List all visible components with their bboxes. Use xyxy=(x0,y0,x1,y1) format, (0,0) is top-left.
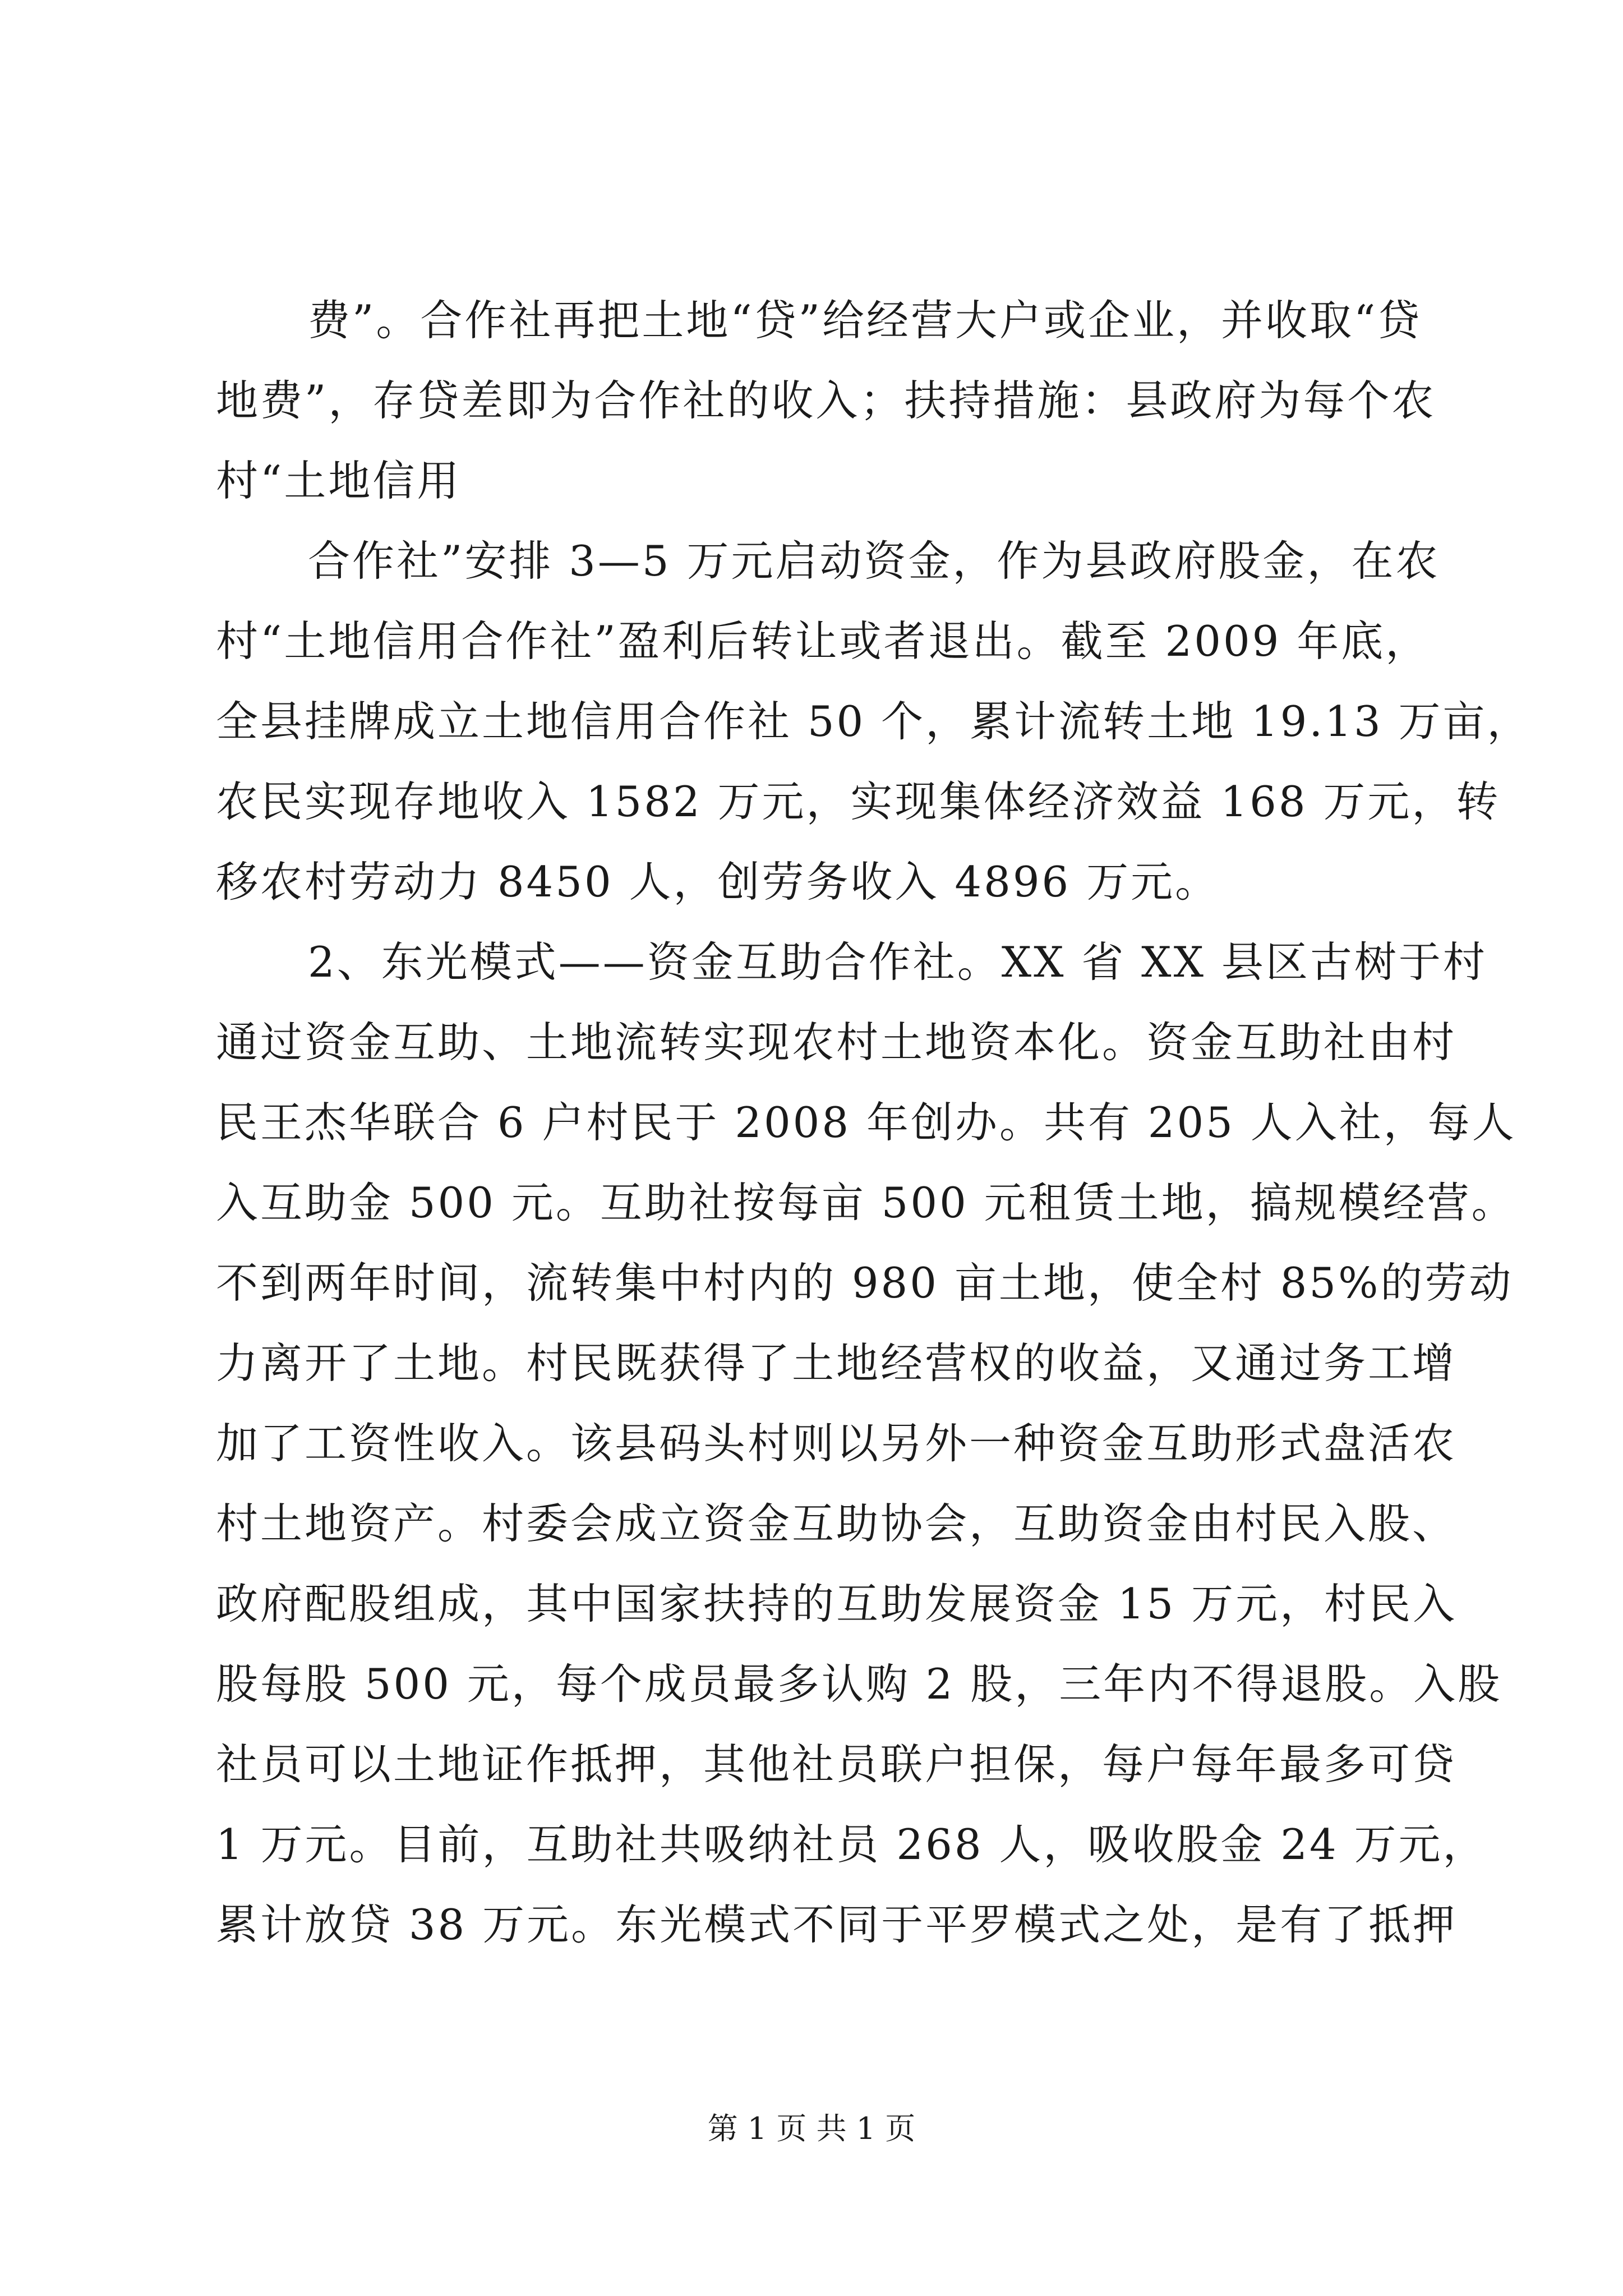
text-line: 村“土地信用 xyxy=(216,456,462,505)
text-line: 农民实现存地收入 1582 万元，实现集体经济效益 168 万元，转 xyxy=(216,777,1501,826)
text-line: 2、东光模式——资金互助合作社。XX 省 XX 县区古树于村 xyxy=(308,937,1487,987)
text-line: 政府配股组成，其中国家扶持的互助发展资金 15 万元，村民入 xyxy=(216,1579,1458,1628)
text-line: 力离开了土地。村民既获得了土地经营权的收益，又通过务工增 xyxy=(216,1338,1457,1388)
text-line: 社员可以土地证作抵押，其他社员联户担保，每户每年最多可贷 xyxy=(216,1740,1457,1789)
text-line: 加了工资性收入。该县码头村则以另外一种资金互助形式盘活农 xyxy=(216,1419,1457,1468)
document-body xyxy=(216,280,1532,1965)
text-line: 村土地资产。村委会成立资金互助协会，互助资金由村民入股、 xyxy=(216,1499,1457,1548)
text-line: 股每股 500 元，每个成员最多认购 2 股，三年内不得退股。入股 xyxy=(216,1659,1502,1709)
text-line: 累计放贷 38 万元。东光模式不同于平罗模式之处，是有了抵押 xyxy=(216,1900,1458,1949)
text-line: 合作社”安排 3—5 万元启动资金，作为县政府股金，在农 xyxy=(308,536,1440,586)
text-line: 民王杰华联合 6 户村民于 2008 年创办。共有 205 人入社，每人 xyxy=(216,1098,1516,1147)
text-line: 1 万元。目前，互助社共吸纳社员 268 人，吸收股金 24 万元， xyxy=(216,1820,1487,1869)
text-line: 入互助金 500 元。互助社按每亩 500 元租赁土地，搞规模经营。 xyxy=(216,1178,1516,1227)
text-line: 不到两年时间，流转集中村内的 980 亩土地，使全村 85%的劳动 xyxy=(216,1258,1514,1308)
text-line: 通过资金互助、土地流转实现农村土地资本化。资金互助社由村 xyxy=(216,1018,1457,1067)
page-footer: 第 1 页 共 1 页 xyxy=(707,2111,916,2146)
text-line: 移农村劳动力 8450 人，创劳务收入 4896 万元。 xyxy=(216,857,1220,907)
text-line: 村“土地信用合作社”盈利后转让或者退出。截至 2009 年底， xyxy=(216,616,1430,666)
text-line: 全县挂牌成立土地信用合作社 50 个，累计流转土地 19.13 万亩， xyxy=(216,697,1532,746)
text-line: 费”。合作社再把土地“贷”给经营大户或企业，并收取“贷 xyxy=(308,296,1422,345)
text-line: 地费”，存贷差即为合作社的收入；扶持措施：县政府为每个农 xyxy=(216,376,1436,425)
